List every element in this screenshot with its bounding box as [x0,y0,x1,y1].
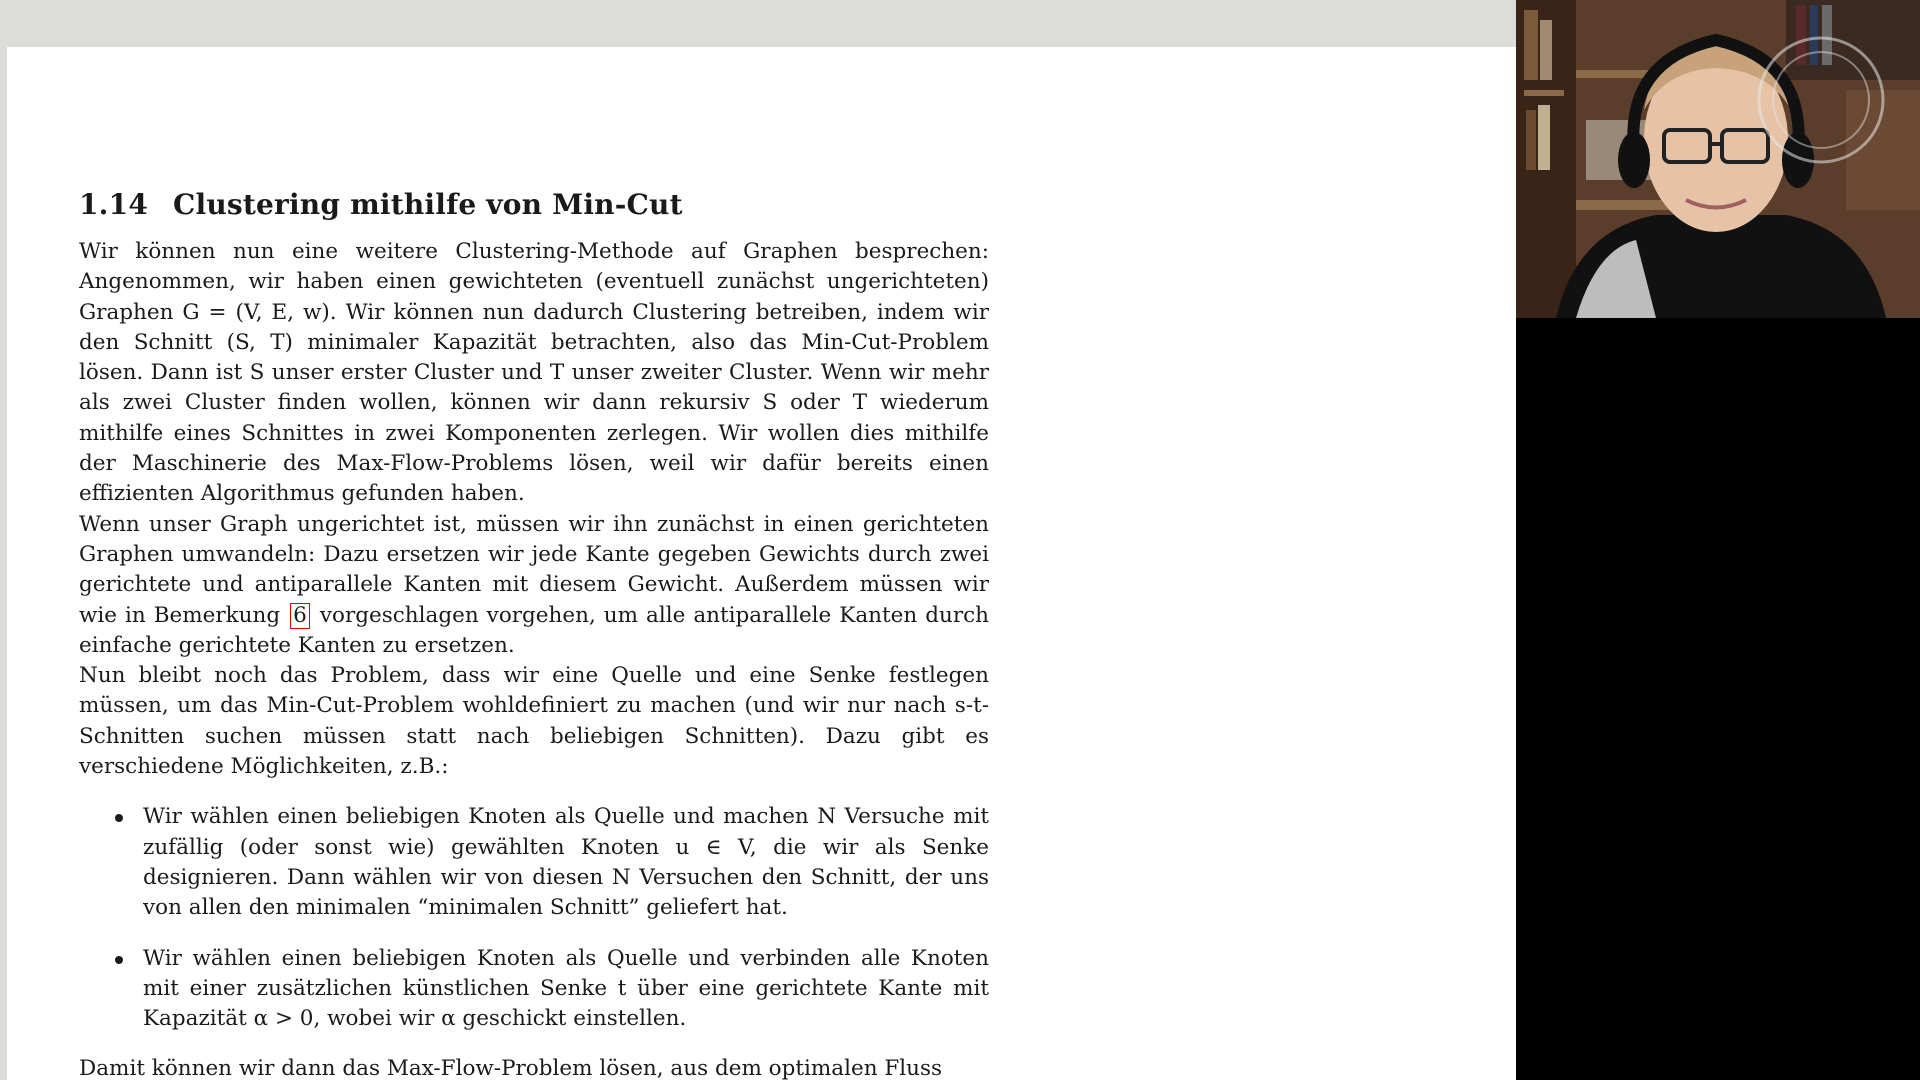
paragraph-2-text-after: vorgeschlagen vorgehen, um alle antiparallele Kanten durch einfache gerichtete Kanten zu ersetzen. [79,602,989,658]
paragraph-1: Wir können nun eine weitere Clustering-Methode auf Graphen besprechen: Angenommen, wir haben einen gewichteten (eventuell zunächst ungerichteten) Graphen G = (V, E, w). Wir können nun dadurch Clustering betreiben, indem wir den Schnitt (S, T) minimaler Kapazität betrachten, also das Min-Cut-Problem lösen. Dann ist S unser erster Cluster und T unser zweiter Cluster. Wenn wir mehr als zwei Cluster finden wollen, können wir dann rekursiv S oder T wiederum mithilfe eines Schnittes in zwei Komponenten zerlegen. Wir wollen dies mithilfe der Maschinerie des Max-Flow-Problems lösen, weil wir dafür bereits einen effizienten Algorithmus gefunden haben. [79,239,989,507]
webcam-video [1516,0,1920,318]
paragraph-4: Damit können wir dann das Max-Flow-Problem lösen, aus dem optimalen Fluss [79,1056,943,1080]
list-item [79,802,989,923]
section-title: Clustering mithilfe von Min-Cut [173,188,683,221]
section-heading [79,187,989,223]
bullet-list [79,802,989,1034]
reference-link[interactable]: 6 [290,603,310,629]
list-item [79,944,989,1035]
page-content [79,187,989,1080]
list-item-text: Wir wählen einen beliebigen Knoten als Quelle und machen N Versuche mit zufällig (oder sonst wie) gewählten Knoten u ∈ V, die wir als Senke designieren. Dann wählen wir von diesen N Versuchen den Schnitt, der uns von allen den minimalen “minimalen Schnitt” geliefert hat. [143,804,989,921]
paragraph-3: Nun bleibt noch das Problem, dass wir eine Quelle und eine Senke festlegen müssen, um das Min-Cut-Problem wohldefiniert zu machen (und wir nur nach s-t-Schnitten suchen müssen statt nach beliebigen Schnitten). Dazu gibt es verschiedene Möglichkeiten, z.B.: [79,663,989,780]
paragraph-2 [79,510,989,661]
bullet-icon [115,956,123,964]
paragraph-2-text-before: Wenn unser Graph ungerichtet ist, müssen wir ihn zunächst in einen gerichteten Graphen umwandeln: Dazu ersetzen wir jede Kante gegeben Gewichts durch zwei gerichtete und antiparallele Kanten mit diesem Gewicht. Außerdem müssen wir wie in Bemerkung [79,511,989,628]
bullet-icon [115,814,123,822]
pdf-page[interactable] [7,47,1516,1080]
presenter-video-illustration [1516,0,1920,318]
section-number: 1.14 [79,188,148,221]
list-item-text: Wir wählen einen beliebigen Knoten als Quelle und verbinden alle Knoten mit einer zusätzlichen künstlichen Senke t über eine gerichtete Kante mit Kapazität α > 0, wobei wir α geschickt einstellen. [143,945,989,1032]
